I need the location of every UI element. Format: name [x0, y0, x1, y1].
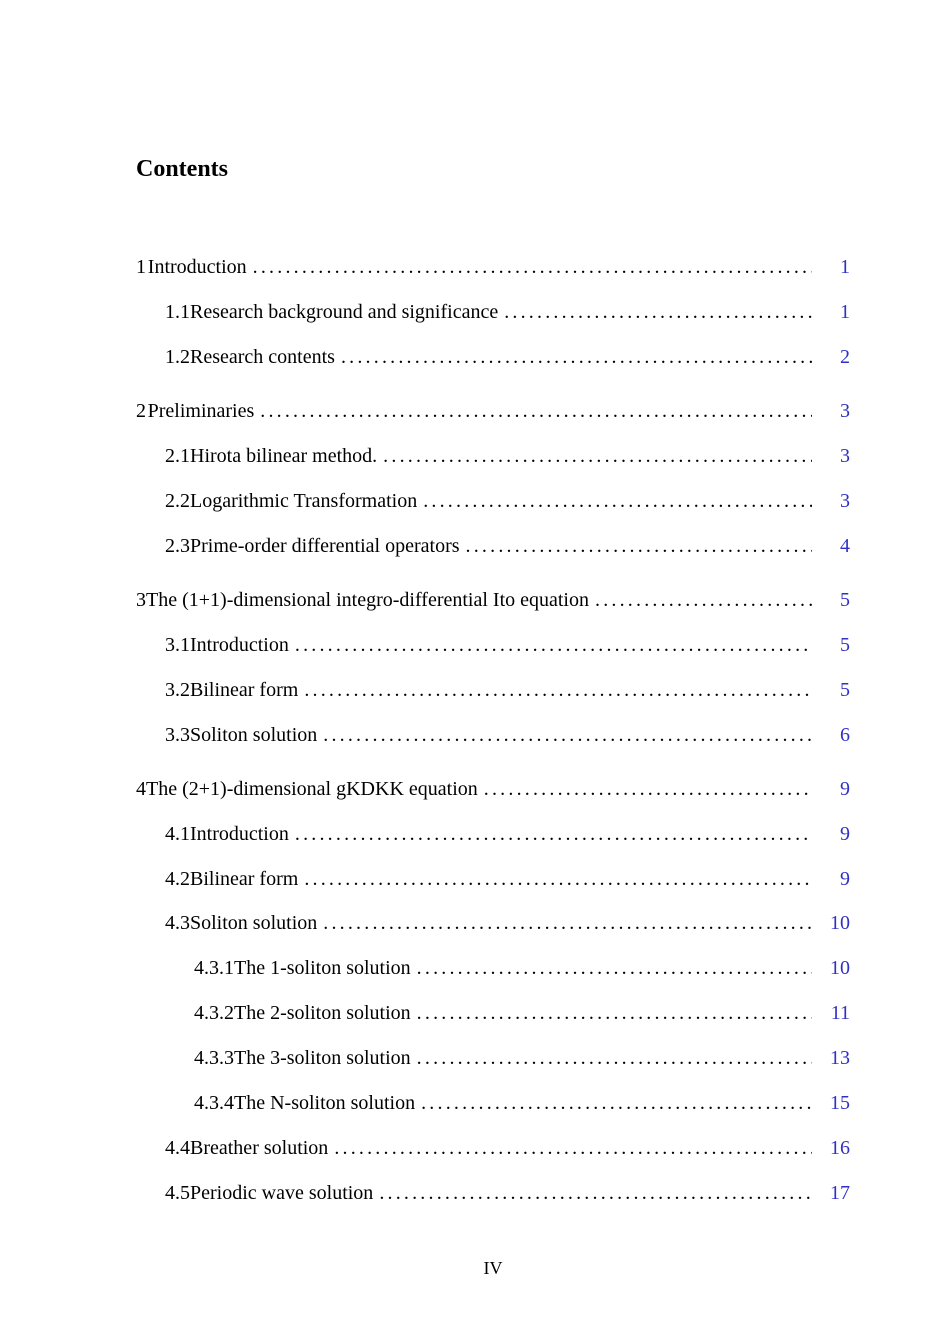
- toc-entry-number: 3.1: [165, 634, 190, 656]
- toc-entry-title: Soliton solution: [190, 724, 318, 746]
- dot-leader: [383, 441, 812, 471]
- toc-entry-4-3-1[interactable]: [194, 953, 850, 983]
- toc-entry-title: Hirota bilinear method.: [190, 445, 378, 467]
- toc-entry-title: Introduction: [147, 256, 247, 278]
- toc-entry-number: 4.2: [165, 868, 190, 890]
- toc-entry-4-3-3[interactable]: [194, 1043, 850, 1073]
- toc-entry-title: Introduction: [190, 634, 289, 656]
- page-title: Contents: [136, 156, 229, 182]
- dot-leader: [417, 953, 812, 983]
- toc-entry-number: 1: [136, 256, 146, 278]
- toc-page-link[interactable]: 3: [840, 490, 850, 512]
- toc-page-link[interactable]: 5: [840, 589, 850, 611]
- toc-entry-title: Research background and significance: [190, 301, 499, 323]
- toc-entry-number: 3.2: [165, 679, 190, 701]
- dot-leader: [421, 1088, 812, 1118]
- dot-leader: [304, 864, 812, 894]
- toc-entry-title: The (1+1)-dimensional integro-differential Ito equation: [146, 589, 589, 611]
- dot-leader: [341, 342, 812, 372]
- dot-leader: [484, 774, 812, 804]
- dot-leader: [595, 585, 812, 615]
- toc-page-link[interactable]: 6: [840, 724, 850, 746]
- toc-entry-number: 4.3.2: [194, 1002, 234, 1024]
- toc-entry-title: Bilinear form: [190, 679, 299, 701]
- toc-entry-number: 2.1: [165, 445, 190, 467]
- toc-entry-number: 3: [136, 589, 146, 611]
- toc-page-link[interactable]: 16: [830, 1137, 850, 1159]
- toc-entry-3-1[interactable]: [165, 630, 850, 660]
- toc-entry-number: 4.4: [165, 1137, 190, 1159]
- toc-entry-title: Preliminaries: [147, 400, 255, 422]
- toc-page-link[interactable]: 15: [830, 1092, 850, 1114]
- toc-entry-3-3[interactable]: [165, 720, 850, 750]
- toc-entry-title: Introduction: [190, 823, 289, 845]
- dot-leader: [253, 252, 812, 282]
- dot-leader: [260, 396, 812, 426]
- toc-entry-title: The 1-soliton solution: [234, 957, 411, 979]
- toc-entry-2[interactable]: [136, 396, 850, 426]
- dot-leader: [504, 297, 812, 327]
- toc-entry-2-2[interactable]: [165, 486, 850, 516]
- toc-entry-title: Breather solution: [190, 1137, 329, 1159]
- toc-page-link[interactable]: 9: [840, 778, 850, 800]
- toc-entry-3-2[interactable]: [165, 675, 850, 705]
- toc-entry-4-3[interactable]: [165, 908, 850, 938]
- toc-entry-2-1[interactable]: [165, 441, 850, 471]
- dot-leader: [323, 720, 812, 750]
- toc-entry-4[interactable]: [136, 774, 850, 804]
- dot-leader: [295, 819, 812, 849]
- toc-page-link[interactable]: 11: [830, 1002, 850, 1024]
- toc-page-link[interactable]: 13: [830, 1047, 850, 1069]
- dot-leader: [417, 1043, 812, 1073]
- dot-leader: [423, 486, 812, 516]
- dot-leader: [295, 630, 812, 660]
- toc-entry-title: The (2+1)-dimensional gKDKK equation: [146, 778, 478, 800]
- toc-entry-number: 4: [136, 778, 146, 800]
- toc-entry-3[interactable]: [136, 585, 850, 615]
- toc-entry-number: 4.5: [165, 1182, 190, 1204]
- toc-page-link[interactable]: 5: [840, 679, 850, 701]
- footer-page-number: IV: [483, 1258, 503, 1278]
- toc-entry-title: Research contents: [190, 346, 335, 368]
- toc-page-link[interactable]: 1: [840, 256, 850, 278]
- toc-entry-number: 4.1: [165, 823, 190, 845]
- toc-entry-title: The 2-soliton solution: [234, 1002, 411, 1024]
- toc-entry-1-2[interactable]: [165, 342, 850, 372]
- toc-entry-number: 2.2: [165, 490, 190, 512]
- toc-page-link[interactable]: 10: [830, 957, 850, 979]
- toc-entry-4-1[interactable]: [165, 819, 850, 849]
- toc-entry-1[interactable]: [136, 252, 850, 282]
- toc-page-link[interactable]: 17: [830, 1182, 850, 1204]
- toc-page-link[interactable]: 1: [840, 301, 850, 323]
- toc-entry-4-3-2[interactable]: [194, 998, 850, 1028]
- toc-entry-title: The N-soliton solution: [234, 1092, 416, 1114]
- dot-leader: [466, 531, 812, 561]
- toc-entry-4-2[interactable]: [165, 864, 850, 894]
- toc-entry-number: 4.3: [165, 912, 190, 934]
- toc-entry-title: Periodic wave solution: [190, 1182, 374, 1204]
- toc-page-link[interactable]: 9: [840, 823, 850, 845]
- toc-entry-number: 2: [136, 400, 146, 422]
- toc-entry-number: 2.3: [165, 535, 190, 557]
- toc-page-link[interactable]: 3: [840, 400, 850, 422]
- dot-leader: [304, 675, 812, 705]
- toc-entry-title: The 3-soliton solution: [234, 1047, 411, 1069]
- dot-leader: [334, 1133, 812, 1163]
- toc-entry-title: Prime-order differential operators: [190, 535, 460, 557]
- toc-entry-number: 3.3: [165, 724, 190, 746]
- toc-page-link[interactable]: 4: [840, 535, 850, 557]
- toc-page-link[interactable]: 10: [830, 912, 850, 934]
- toc-entry-1-1[interactable]: [165, 297, 850, 327]
- toc-entry-number: 4.3.4: [194, 1092, 234, 1114]
- toc-entry-number: 4.3.1: [194, 957, 234, 979]
- dot-leader: [323, 908, 812, 938]
- dot-leader: [417, 998, 812, 1028]
- toc-page-link[interactable]: 9: [840, 868, 850, 890]
- toc-entry-number: 1.1: [165, 301, 190, 323]
- toc-entry-title: Bilinear form: [190, 868, 299, 890]
- toc-entry-4-4[interactable]: [165, 1133, 850, 1163]
- toc-entry-2-3[interactable]: [165, 531, 850, 561]
- toc-entry-4-5[interactable]: [165, 1178, 850, 1208]
- toc-entry-title: Logarithmic Transformation: [190, 490, 418, 512]
- toc-entry-number: 1.2: [165, 346, 190, 368]
- dot-leader: [379, 1178, 812, 1208]
- toc-page-link[interactable]: 5: [840, 634, 850, 656]
- toc-entry-number: 4.3.3: [194, 1047, 234, 1069]
- toc-page-link[interactable]: 2: [840, 346, 850, 368]
- toc-entry-title: Soliton solution: [190, 912, 318, 934]
- toc-entry-4-3-4[interactable]: [194, 1088, 850, 1118]
- toc-page-link[interactable]: 3: [840, 445, 850, 467]
